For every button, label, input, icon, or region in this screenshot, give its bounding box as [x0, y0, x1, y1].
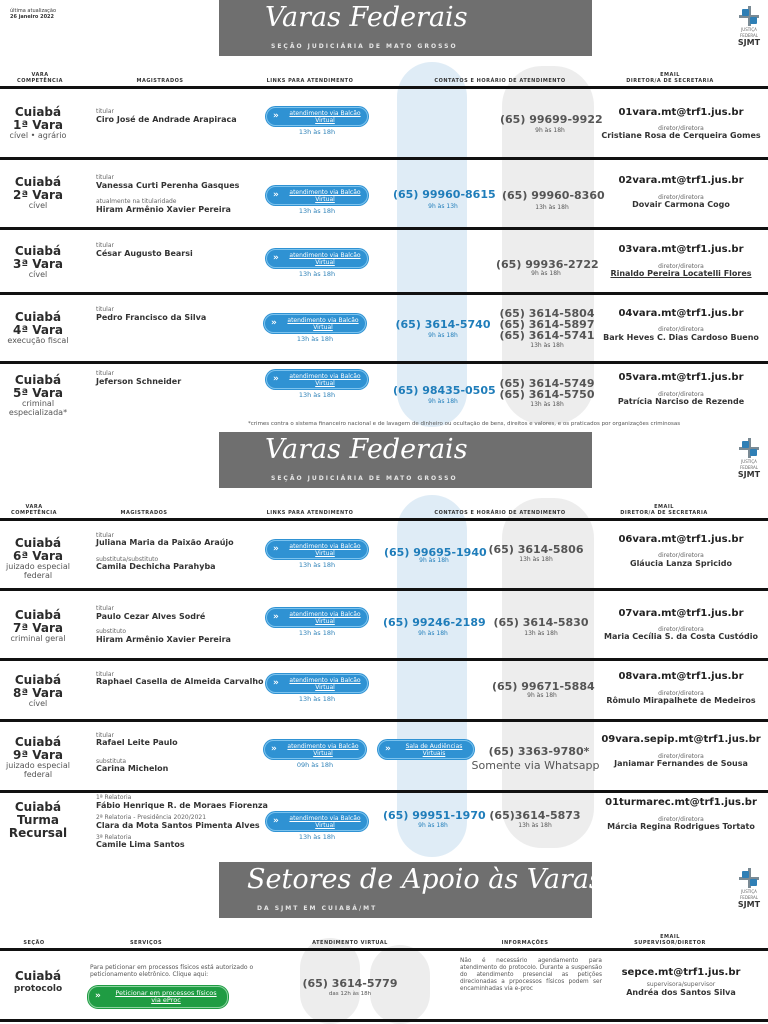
- vara-cell-6: [4, 537, 72, 580]
- decorative-brush: [397, 62, 467, 427]
- row-divider: [0, 790, 768, 793]
- balcao-hours: 13h às 18h: [298, 833, 336, 841]
- director-label: diretor/diretora: [658, 194, 704, 201]
- header-email: [610, 934, 730, 946]
- phone-number: (65) 99695-1940: [384, 546, 487, 559]
- judge-name: Hiram Armênio Xavier Pereira: [96, 635, 231, 644]
- balcao-hours: 13h às 18h: [298, 561, 336, 569]
- button-label: atendimento via Balcão Virtual: [289, 110, 361, 124]
- director-name: Maria Cecília S. da Costa Custódio: [604, 632, 758, 641]
- protocolo-cell: [4, 970, 72, 995]
- vara-competencia: federal: [23, 770, 53, 779]
- logo-line1: JUSTIÇA: [741, 889, 757, 894]
- vara-city: Cuiabá: [14, 800, 62, 814]
- director-name: Márcia Regina Rodrigues Tortato: [607, 822, 755, 831]
- double-chevron-icon: »: [273, 678, 279, 688]
- peticionar-eproc-button[interactable]: [88, 986, 228, 1008]
- phone-number: (65) 3614-5806: [488, 543, 584, 556]
- vara-city: Cuiabá: [14, 608, 62, 622]
- judge-name: Rafael Leite Paulo: [96, 738, 178, 747]
- justice-emblem-icon: [739, 438, 759, 458]
- director-label: diretor/diretora: [658, 626, 704, 633]
- logo-org: SJMT: [737, 900, 761, 909]
- vara-city: Cuiabá: [14, 735, 62, 749]
- row-divider: [0, 86, 768, 89]
- phone-hours: 9h às 18h: [535, 127, 565, 134]
- last-update: [10, 8, 56, 20]
- vara-email[interactable]: 06vara.mt@trf1.jus.br: [618, 534, 744, 545]
- double-chevron-icon: »: [273, 612, 279, 622]
- header-informacoes: INFORMAÇÕES: [501, 940, 549, 946]
- vara-cell-7: [4, 609, 72, 643]
- button-label: atendimento via Balcão Virtual: [287, 317, 359, 331]
- judge-name: Jeferson Schneider: [96, 377, 182, 386]
- header-contatos: CONTATOS E HORÁRIO DE ATENDIMENTO: [434, 78, 566, 84]
- vara-email[interactable]: 02vara.mt@trf1.jus.br: [618, 175, 744, 186]
- button-label: atendimento via Balcão Virtual: [289, 543, 361, 557]
- header-magistrados: MAGISTRADOS: [120, 510, 168, 516]
- phone-number: (65) 3614-5750: [499, 388, 595, 401]
- judge-name: Fábio Henrique R. de Moraes Fiorenza: [96, 801, 268, 810]
- director-label: diretor/diretora: [658, 552, 704, 559]
- banner-subtitle: DA SJMT EM CUIABÁ/MT: [257, 905, 378, 912]
- service-text: Para peticionar em processos físicos está autorizado o peticionamento eletrônico. Clique aqui:: [90, 964, 254, 978]
- vara-city: Cuiabá: [14, 673, 62, 687]
- row-divider: [0, 948, 768, 951]
- banner-subtitle: SEÇÃO JUDICIÁRIA DE MATO GROSSO: [271, 43, 458, 50]
- judge-role: 1ª Relatoria: [96, 794, 132, 801]
- director-name: Cristiane Rosa de Cerqueira Gomes: [601, 131, 761, 140]
- director-label: diretor/diretora: [658, 263, 704, 270]
- button-label: atendimento via Balcão Virtual: [289, 815, 361, 829]
- banner-title: Varas Federais: [265, 434, 468, 465]
- logo-org: SJMT: [737, 470, 761, 479]
- header-contatos: CONTATOS E HORÁRIO DE ATENDIMENTO: [434, 510, 566, 516]
- judge-role: titular: [96, 605, 114, 612]
- vara-email[interactable]: 07vara.mt@trf1.jus.br: [618, 608, 744, 619]
- judge-name: Paulo Cezar Alves Sodré: [96, 612, 206, 621]
- sala-audiencias-button[interactable]: [378, 740, 474, 759]
- double-chevron-icon: »: [273, 816, 279, 826]
- balcao-virtual-button[interactable]: [266, 540, 368, 559]
- vara-competencia: cível: [28, 270, 48, 279]
- logo-line1: JUSTIÇA: [741, 459, 757, 464]
- director-name: Janiamar Fernandes de Sousa: [614, 759, 748, 768]
- double-chevron-icon: »: [273, 190, 279, 200]
- balcao-virtual-button[interactable]: [264, 740, 366, 759]
- phone-hours: 9h às 18h: [418, 822, 448, 829]
- phone-hours: 9h às 18h: [527, 692, 557, 699]
- judge-role: titular: [96, 370, 114, 377]
- judge-role: titular: [96, 306, 114, 313]
- header-diretor-label: DIRETOR/A DE SECRETARIA: [626, 78, 714, 84]
- vara-cell-10: [4, 801, 72, 840]
- vara-number: Turma: [17, 813, 59, 827]
- row-divider: [0, 658, 768, 661]
- phone-number: (65) 99951-1970: [383, 809, 486, 822]
- judge-name: Vanessa Curti Perenha Gasques: [96, 181, 240, 190]
- phone-number: (65) 3614-5749: [499, 377, 595, 390]
- vara-city: Cuiabá: [14, 536, 62, 550]
- phone-number: (65) 99936-2722: [496, 258, 599, 271]
- header-email: [610, 72, 730, 84]
- phone-number: (65) 99246-2189: [383, 616, 486, 629]
- supervisor-name: Andréa dos Santos Silva: [626, 988, 736, 997]
- director-label: diretor/diretora: [658, 753, 704, 760]
- phone-number: (65) 99960-8360: [502, 189, 605, 202]
- vara-competencia: cível: [28, 201, 48, 210]
- phone-hours: 9h às 18h: [418, 630, 448, 637]
- phone-number: (65) 99671-5884: [492, 680, 595, 693]
- judge-role: titular: [96, 732, 114, 739]
- judge-role: titular: [96, 242, 114, 249]
- director-label: diretor/diretora: [658, 816, 704, 823]
- button-label: atendimento via Balcão Virtual: [289, 189, 361, 203]
- vara-city: Cuiabá: [14, 105, 62, 119]
- vara-competencia: cível: [28, 699, 48, 708]
- double-chevron-icon: »: [95, 991, 101, 1001]
- vara-competencia: criminal geral: [10, 634, 66, 643]
- balcao-virtual-button[interactable]: [266, 370, 368, 389]
- row-divider: [0, 227, 768, 230]
- balcao-hours: 13h às 18h: [298, 207, 336, 215]
- judge-role: titular: [96, 174, 114, 181]
- vara-email[interactable]: 03vara.mt@trf1.jus.br: [618, 244, 744, 255]
- director-label: diretor/diretora: [658, 125, 704, 132]
- vara-number: 3ª Vara: [12, 257, 64, 271]
- sjmt-logo: [734, 438, 764, 479]
- button-label: atendimento via Balcão Virtual: [287, 743, 359, 757]
- vara-email[interactable]: 04vara.mt@trf1.jus.br: [618, 308, 744, 319]
- phone-hours: 13h às 18h: [519, 556, 553, 563]
- director-label: diretor/diretora: [658, 690, 704, 697]
- row-divider: [0, 1019, 768, 1022]
- judge-role: 3ª Relatoria: [96, 834, 132, 841]
- judge-name: Hiram Armênio Xavier Pereira: [96, 205, 231, 214]
- phone-number: (65) 3614-5741: [499, 329, 595, 342]
- row-divider: [0, 292, 768, 295]
- header-email-label: EMAIL: [660, 72, 680, 78]
- button-label: atendimento via Balcão Virtual: [289, 373, 361, 387]
- button-label: atendimento via Balcão Virtual: [289, 611, 361, 625]
- phone-hours: 13h às 18h: [530, 342, 564, 349]
- double-chevron-icon: »: [273, 544, 279, 554]
- director-name: Rinaldo Pereira Locatelli Flores: [610, 269, 752, 278]
- vara-email[interactable]: 01vara.mt@trf1.jus.br: [618, 107, 744, 118]
- button-label: Peticionar em processos físicos via eProc: [115, 989, 217, 1004]
- vara-email[interactable]: 05vara.mt@trf1.jus.br: [618, 372, 744, 383]
- phone-number: (65) 3614-5830: [493, 616, 589, 629]
- button-label: Sala de Audiências Virtuais: [405, 743, 463, 757]
- judge-role: substituto: [96, 628, 127, 635]
- row-divider: [0, 157, 768, 160]
- phone-number: (65) 3614-5804: [499, 307, 595, 320]
- justice-emblem-icon: [739, 6, 759, 26]
- vara-competencia: especializada*: [8, 408, 68, 417]
- logo-line2: FEDERAL: [739, 33, 759, 38]
- row-divider: [0, 518, 768, 521]
- balcao-hours: 13h às 18h: [298, 391, 336, 399]
- vara-competencia: federal: [23, 571, 53, 580]
- vara-email[interactable]: 08vara.mt@trf1.jus.br: [618, 671, 744, 682]
- phone-number: (65) 3614-5740: [395, 318, 491, 331]
- phone-hours: das 12h às 18h: [328, 991, 372, 997]
- phone-hours: 9h às 18h: [419, 557, 449, 564]
- judge-role: titular: [96, 108, 114, 115]
- balcao-virtual-button[interactable]: [266, 249, 368, 268]
- director-name: Gláucia Lanza Spricido: [630, 559, 732, 568]
- vara-cell-3: [4, 245, 72, 279]
- judge-role: substituta: [96, 758, 127, 765]
- phone-hours: 13h às 18h: [518, 822, 552, 829]
- balcao-hours: 13h às 18h: [298, 270, 336, 278]
- update-label: última atualização: [10, 8, 57, 14]
- sjmt-logo: [734, 6, 764, 47]
- phone-number: (65) 99960-8615: [393, 188, 496, 201]
- button-label: atendimento via Balcão Virtual: [289, 677, 361, 691]
- director-name: Dovair Carmona Cogo: [632, 200, 730, 209]
- vara-number: 2ª Vara: [12, 188, 64, 202]
- header-vara: [10, 72, 70, 84]
- banner-title: Varas Federais: [265, 2, 468, 33]
- balcao-hours: 13h às 18h: [296, 335, 334, 343]
- supervisor-label: supervisora/supervisor: [646, 981, 716, 988]
- double-chevron-icon: »: [273, 374, 279, 384]
- vara-cell-1: [4, 106, 72, 140]
- phone-number: (65) 98435-0505: [393, 384, 496, 397]
- header-vara-label: VARA: [25, 504, 43, 510]
- vara-city: Cuiabá: [14, 175, 62, 189]
- vara-competencia: Recursal: [8, 826, 68, 840]
- secao-name: protocolo: [13, 984, 63, 994]
- vara-number: 8ª Vara: [12, 686, 64, 700]
- header-supervisor-label: SUPERVISOR/DIRETOR: [634, 940, 706, 946]
- balcao-virtual-button[interactable]: [266, 107, 368, 126]
- judge-name: Juliana Maria da Paixão Araújo: [96, 538, 234, 547]
- director-name: Bark Heves C. Dias Cardoso Bueno: [603, 333, 759, 342]
- phone-hours: 9h às 18h: [428, 398, 458, 405]
- balcao-virtual-button[interactable]: [264, 314, 366, 333]
- judge-name: César Augusto Bearsi: [96, 249, 193, 258]
- header-vara: [4, 504, 64, 516]
- vara-cell-4: [4, 311, 72, 345]
- header-email-label: EMAIL: [654, 504, 674, 510]
- vara-competencia: execução fiscal: [7, 336, 69, 345]
- double-chevron-icon: »: [273, 111, 279, 121]
- banner-title: Setores de Apoio às Varas: [247, 864, 603, 895]
- vara-competencia: juizado especial: [6, 562, 70, 571]
- judge-role: atualmente na titularidade: [96, 198, 177, 205]
- vara-number: 6ª Vara: [12, 549, 64, 563]
- phone-number: (65) 3614-5779: [302, 977, 398, 990]
- phone-hours: 9h às 18h: [531, 270, 561, 277]
- phone-hours: 9h às 13h: [428, 203, 458, 210]
- vara-cell-8: [4, 674, 72, 708]
- director-label: diretor/diretora: [658, 326, 704, 333]
- double-chevron-icon: »: [273, 253, 279, 263]
- header-email: [604, 504, 724, 516]
- vara-city: Cuiabá: [14, 244, 62, 258]
- sector-email[interactable]: sepce.mt@trf1.jus.br: [621, 967, 741, 978]
- header-links: LINKS PARA ATENDIMENTO: [266, 510, 354, 516]
- info-text: Não é necessário agendamento para atendimento do protocolo. Durante a suspensão do atendimento presencial as petições direcionadas a prpocessos físicos podem ser encaminhadas via e-proc: [460, 958, 602, 992]
- judge-name: Ciro José de Andrade Arapiraca: [96, 115, 237, 124]
- secao-city: Cuiabá: [14, 969, 62, 983]
- double-chevron-icon: »: [271, 318, 277, 328]
- judge-role: titular: [96, 671, 114, 678]
- phone-number: (65) 3363-9780*: [488, 745, 590, 758]
- vara-number: 9ª Vara: [12, 748, 64, 762]
- row-divider: [0, 719, 768, 722]
- balcao-virtual-button[interactable]: [266, 812, 368, 831]
- header-links: LINKS PARA ATENDIMENTO: [266, 78, 354, 84]
- logo-line2: FEDERAL: [739, 465, 759, 470]
- vara-number: 5ª Vara: [12, 386, 64, 400]
- vara-email[interactable]: 01turmarec.mt@trf1.jus.br: [605, 797, 757, 808]
- vara-city: Cuiabá: [14, 310, 62, 324]
- header-diretor-label: DIRETOR/A DE SECRETARIA: [620, 510, 708, 516]
- vara-cell-9: [4, 736, 72, 779]
- header-atendimento: ATENDIMENTO VIRTUAL: [312, 940, 388, 946]
- sjmt-logo: [734, 868, 764, 909]
- vara-cell-5: [4, 374, 72, 417]
- double-chevron-icon: »: [271, 744, 277, 754]
- phone-hours: 13h às 18h: [530, 401, 564, 408]
- header-vara-label: VARA: [31, 72, 49, 78]
- header-competencia-label: COMPETÊNCIA: [17, 78, 63, 84]
- balcao-hours: 09h às 18h: [296, 761, 334, 769]
- header-servicos: SERVIÇOS: [129, 940, 163, 946]
- double-chevron-icon: »: [385, 744, 391, 754]
- header-magistrados: MAGISTRADOS: [136, 78, 184, 84]
- director-name: Rômulo Mirapalhete de Medeiros: [606, 696, 756, 705]
- logo-line1: JUSTIÇA: [741, 27, 757, 32]
- vara-competencia: juizado especial: [6, 761, 70, 770]
- vara-number: 7ª Vara: [12, 621, 64, 635]
- judge-name: Raphael Casella de Almeida Carvalho: [96, 677, 264, 686]
- balcao-hours: 13h às 18h: [298, 629, 336, 637]
- section-banner: [219, 0, 592, 56]
- vara-cell-2: [4, 176, 72, 210]
- judge-name: Camila Dechicha Parahyba: [96, 562, 216, 571]
- header-secao: SEÇÃO: [23, 940, 45, 946]
- vara-competencia: criminal: [21, 399, 55, 408]
- balcao-hours: 13h às 18h: [298, 695, 336, 703]
- phone-number: (65)3614-5873: [489, 809, 581, 822]
- judge-role: 2ª Relatoria - Presidência 2020/2021: [96, 814, 207, 821]
- button-label: atendimento via Balcão Virtual: [289, 252, 361, 266]
- whatsapp-note: Somente via Whatsapp: [471, 759, 600, 772]
- balcao-virtual-button[interactable]: [266, 674, 368, 693]
- judge-role: titular: [96, 532, 114, 539]
- vara-city: Cuiabá: [14, 373, 62, 387]
- header-competencia-label: COMPETÊNCIA: [11, 510, 57, 516]
- phone-number: (65) 3614-5897: [499, 318, 595, 331]
- judge-name: Carina Michelon: [96, 764, 169, 773]
- section-banner: [219, 862, 603, 918]
- balcao-virtual-button[interactable]: [266, 186, 368, 205]
- vara-number: 4ª Vara: [12, 323, 64, 337]
- vara-competencia: cível • agrário: [9, 131, 67, 140]
- balcao-virtual-button[interactable]: [266, 608, 368, 627]
- justice-emblem-icon: [739, 868, 759, 888]
- vara-number: 1ª Vara: [12, 118, 64, 132]
- judge-name: Pedro Francisco da Silva: [96, 313, 207, 322]
- row-divider: [0, 361, 768, 364]
- section-banner: [219, 432, 592, 488]
- update-date: 26 janeiro 2022: [10, 14, 55, 20]
- director-name: Patrícia Narciso de Rezende: [617, 397, 745, 406]
- header-email-label: EMAIL: [660, 934, 680, 940]
- judge-role: substituta/substituto: [96, 556, 159, 563]
- phone-hours: 13h às 18h: [535, 204, 569, 211]
- row-divider: [0, 588, 768, 591]
- phone-number: (65) 99699-9922: [500, 113, 603, 126]
- logo-line2: FEDERAL: [739, 895, 759, 900]
- judge-name: Clara da Mota Santos Pimenta Alves: [96, 821, 260, 830]
- phone-hours: 9h às 18h: [428, 332, 458, 339]
- balcao-hours: 13h às 18h: [298, 128, 336, 136]
- vara-email[interactable]: 09vara.sepip.mt@trf1.jus.br: [601, 734, 761, 745]
- footnote: *crimes contra o sistema financeiro nacional e de lavagem de dinheiro ou ocultação de bens, direitos e valores, e os praticados por organizações criminosas: [248, 421, 681, 427]
- banner-subtitle: SEÇÃO JUDICIÁRIA DE MATO GROSSO: [271, 475, 458, 482]
- phone-hours: 13h às 18h: [524, 630, 558, 637]
- director-label: diretor/diretora: [658, 391, 704, 398]
- judge-name: Camile Lima Santos: [96, 840, 185, 849]
- logo-org: SJMT: [737, 38, 761, 47]
